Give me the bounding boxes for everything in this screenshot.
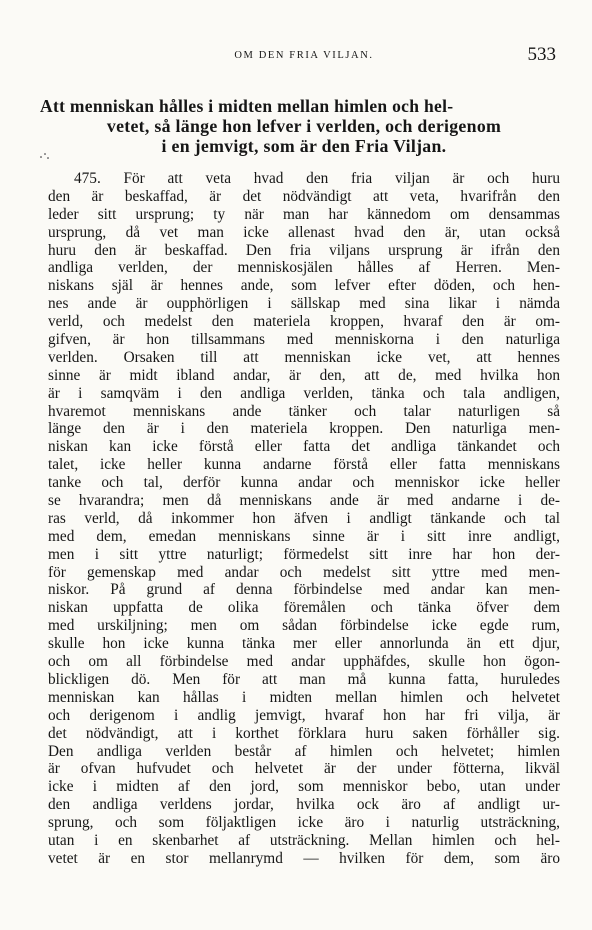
body-line: med urskiljning; men om sådan förbindelse icke egde rum,	[48, 617, 560, 635]
body-line: den är beskaffad, är det nödvändigt att veta, hvarifrån den	[48, 187, 560, 205]
body-line: verld, och medelst den materiela kroppen, hvaraf den är om-	[48, 313, 560, 331]
body-line: för gemenskap med andar och medelst sitt yttre med men-	[48, 563, 560, 581]
body-line: menniskan kan hållas i midten mellan himlen och helvetet	[48, 688, 560, 706]
body-line: men i sitt yttre naturligt; förmedelst sitt inre har hon der-	[48, 545, 560, 563]
body-line: sinne är midt ibland andar, är den, att de, med hvilka hon	[48, 366, 560, 384]
body-line: med dem, emedan menniskans sinne är i sitt inre andligt,	[48, 527, 560, 545]
body-line: skulle hon icke kunna tänka mer eller annorlunda än ett djur,	[48, 635, 560, 653]
page-number: 533	[527, 44, 556, 65]
heading-line: vetet, så länge hon lefver i verlden, och derigenom	[106, 116, 502, 136]
body-line: se hvarandra; men då menniskans ande är med andarne i de-	[48, 492, 560, 510]
body-line: gifven, är hon tillsammans med menniskorna i den naturliga	[48, 331, 560, 349]
body-line: niskan uppfatta de olika föremålen och tänka öfver dem	[48, 599, 560, 617]
body-line: talet, icke heller kunna andarne förstå eller fatta menniskans	[48, 456, 560, 474]
running-header	[48, 44, 560, 70]
body-line: huru den är beskaffad. Den fria viljans ursprung är ifrån den	[48, 241, 560, 259]
body-line: andliga verlden, der menniskosjälen hålles af Herren. Men-	[48, 259, 560, 277]
body-line: det nödvändigt, att i korthet förklara huru saken förhåller sig.	[48, 724, 560, 742]
heading-line: i en jemvigt, som är den Fria Viljan.	[161, 136, 447, 156]
body-line: ursprung, då vet man icke allenast hvad den är, utan också	[48, 223, 560, 241]
body-line: och derigenom i andlig jemvigt, hvaraf hon har fri vilja, är	[48, 706, 560, 724]
body-line: den andliga verldens jordar, hvilka ock äro af andligt ur-	[48, 796, 560, 814]
running-title: OM DEN FRIA VILJAN.	[234, 50, 374, 61]
body-line: verlden. Orsaken till att menniskan icke vet, att hennes	[48, 348, 560, 366]
body-line: leder sitt ursprung; ty när man har kännedom om densammas	[48, 205, 560, 223]
body-line: hvaremot menniskans ande tänker och talar naturligen så	[48, 402, 560, 420]
body-line: tanke och tal, derför kunna andar och menniskor icke heller	[48, 474, 560, 492]
body-line: 475. För att veta hvad den fria viljan är och huru	[74, 170, 560, 187]
body-line: utan i en skenbarhet af utsträckning. Mellan himlen och hel-	[48, 831, 560, 849]
body-line: är ofvan hufvudet och helvetet är der under fötterna, likväl	[48, 760, 560, 778]
book-page	[40, 44, 560, 868]
body-line: sprung, och som följaktligen icke äro i naturlig utsträckning,	[48, 814, 560, 832]
body-line: och om all förbindelse med andar upphäfdes, skulle hon ögon-	[48, 653, 560, 671]
body-line: nes ande är oupphörligen i sällskap med sina likar i nämda	[48, 295, 560, 313]
body-line: vetet är en stor mellanrymd — hvilken för dem, som äro	[48, 849, 560, 867]
heading-line: Att menniskan hålles i midten mellan himlen och hel-	[40, 96, 454, 116]
body-line: niskor. På grund af denna förbindelse med andar kan men-	[48, 581, 560, 599]
body-line: ras verld, då inkommer hon äfven i andligt tänkande och tal	[48, 509, 560, 527]
paper-speck-decoration	[40, 152, 50, 160]
body-line: blickligen dö. Men för att man må kunna fatta, huruledes	[48, 670, 560, 688]
body-text	[48, 170, 560, 868]
body-line: icke i midten af den jord, som menniskor bebo, utan under	[48, 778, 560, 796]
body-line: är i samqväm i den andliga verlden, tänka och tala andligen,	[48, 384, 560, 402]
body-line: niskans själ är hennes ande, som lefver efter döden, och hen-	[48, 277, 560, 295]
body-line: niskan kan icke förstå eller fatta det andliga tänkandet och	[48, 438, 560, 456]
section-heading	[40, 96, 560, 156]
body-line: länge den är i den materiela kroppen. Den naturliga men-	[48, 420, 560, 438]
body-line: Den andliga verlden består af himlen och helvetet; himlen	[48, 742, 560, 760]
